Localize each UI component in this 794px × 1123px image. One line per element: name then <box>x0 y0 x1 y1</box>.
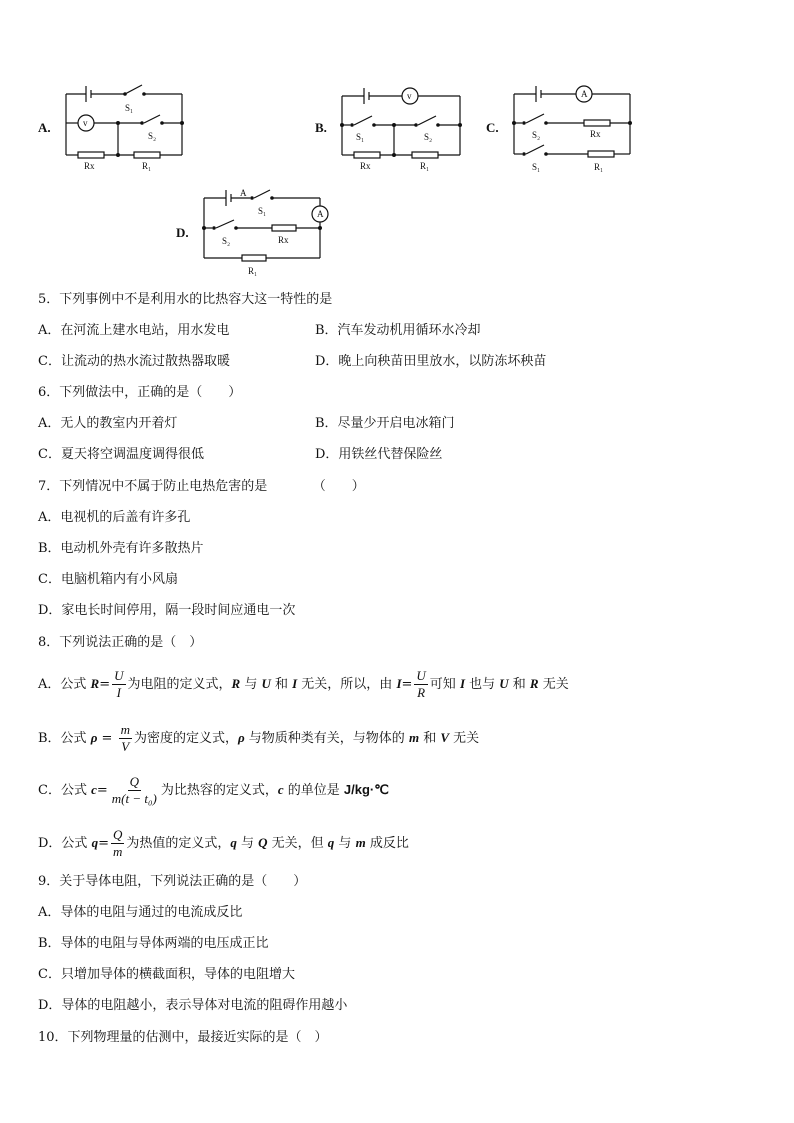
resistor-r1-label: R₁ <box>142 161 152 171</box>
question-7-option-d: D．家电长时间停用，隔一段时间应通电一次 <box>38 603 296 618</box>
question-9-option-a: A．导体的电阻与通过的电流成反比 <box>38 905 243 920</box>
question-6-option-a: A．无人的教室内开着灯 <box>38 416 178 431</box>
resistor-r1-label: R₁ <box>248 266 258 276</box>
question-8-option-a: A．公式 R= $\frac{U}{I}$ 为电阻的定义式，R 与 U 和 I 无关，所以，由 I= $\frac{U}{R}$ 可知 I 也与 U 和 R 无关 <box>38 668 569 700</box>
resistor-rx-label: Rx <box>278 235 289 245</box>
circuit-diagram-c <box>508 82 638 176</box>
switch-s2-label: S₂ <box>424 132 433 142</box>
question-8-stem: 8．下列说法正确的是（ ） <box>38 635 203 650</box>
question-9-stem: 9．关于导体电阻，下列说法正确的是（ ） <box>38 874 307 889</box>
switch-s1-label: S₁ <box>532 162 541 172</box>
circuit-diagram-b <box>336 84 466 174</box>
question-5-option-c: C．让流动的热水流过散热器取暖 <box>38 354 230 369</box>
question-5-option-b: B．汽车发动机用循环水冷却 <box>315 323 481 338</box>
circuit-diagram-a <box>58 82 188 172</box>
switch-s1-label: S₁ <box>258 206 267 216</box>
node-a-label: A <box>240 188 247 198</box>
question-6-stem: 6．下列做法中，正确的是（ ） <box>38 385 242 400</box>
circuit-diagram-d <box>198 186 338 280</box>
question-8-option-d: D．公式 q= $\frac{Q}{m}$ 为热值的定义式，q 与 Q 无关，但 q 与 m 成反比 <box>38 827 409 859</box>
svg-text:v: v <box>83 118 88 128</box>
option-a-label: A. <box>38 120 51 135</box>
resistor-rx-label: Rx <box>590 129 601 139</box>
question-6-option-c: C．夏天将空调温度调得很低 <box>38 447 204 462</box>
question-5-option-a: A．在河流上建水电站，用水发电 <box>38 323 230 338</box>
question-8-option-b: B．公式 ρ = $\frac{m}{V}$ 为密度的定义式，ρ 与物质种类有关，与物体的 m 和 V 无关 <box>38 722 480 754</box>
question-7-stem: 7．下列情况中不属于防止电热危害的是 （ ） <box>38 479 365 494</box>
option-b-label: B. <box>315 120 327 135</box>
formula-u-over-r: $\frac{U}{R}$ <box>416 668 426 700</box>
option-d-label: D. <box>176 225 189 240</box>
resistor-r1-label: R₁ <box>594 162 604 172</box>
switch-s1-label: S₁ <box>125 103 134 113</box>
question-9-option-c: C．只增加导体的横截面积，导体的电阻增大 <box>38 967 295 982</box>
question-6-option-d: D．用铁丝代替保险丝 <box>315 447 443 462</box>
resistor-r1-label: R₁ <box>420 161 430 171</box>
question-9-option-b: B．导体的电阻与导体两端的电压成正比 <box>38 936 269 951</box>
switch-s2-label: S₂ <box>222 236 231 246</box>
question-5-stem: 5．下列事例中不是利用水的比热容大这一特性的是 <box>38 292 333 307</box>
resistor-rx-label: Rx <box>84 161 95 171</box>
formula-q-over-m: $\frac{Q}{m}$ <box>112 827 123 859</box>
question-6-option-b: B．尽量少开启电冰箱门 <box>315 416 455 431</box>
question-8-option-c: C．公式 c= $\frac{Q}{\text{m(t − t₀)}}$ 为比热容的定义式，c 的单位是 J/kg·℃ <box>38 774 389 806</box>
question-7-option-b: B．电动机外壳有许多散热片 <box>38 541 204 556</box>
option-c-label: C. <box>486 120 499 135</box>
switch-s2-label: S₂ <box>532 130 541 140</box>
svg-text:A: A <box>317 209 324 219</box>
question-9-option-d: D．导体的电阻越小，表示导体对电流的阻碍作用越小 <box>38 998 348 1013</box>
question-10-stem: 10．下列物理量的估测中，最接近实际的是（ ） <box>38 1030 328 1045</box>
svg-text:v: v <box>407 91 412 101</box>
question-7-option-c: C．电脑机箱内有小风扇 <box>38 572 178 587</box>
question-5-option-d: D．晚上向秧苗田里放水，以防冻坏秧苗 <box>315 354 547 369</box>
switch-s2-label: S₂ <box>148 131 157 141</box>
formula-q-over-m-dt: $\frac{Q}{\text{m(t − t₀)}}$ <box>111 774 157 806</box>
question-7-option-a: A．电视机的后盖有许多孔 <box>38 510 191 525</box>
svg-text:A: A <box>581 89 588 99</box>
formula-m-over-v: $\frac{m}{V}$ <box>120 722 130 754</box>
resistor-rx-label: Rx <box>360 161 371 171</box>
formula-u-over-i: $\frac{U}{I}$ <box>114 668 124 700</box>
switch-s1-label: S₁ <box>356 132 365 142</box>
